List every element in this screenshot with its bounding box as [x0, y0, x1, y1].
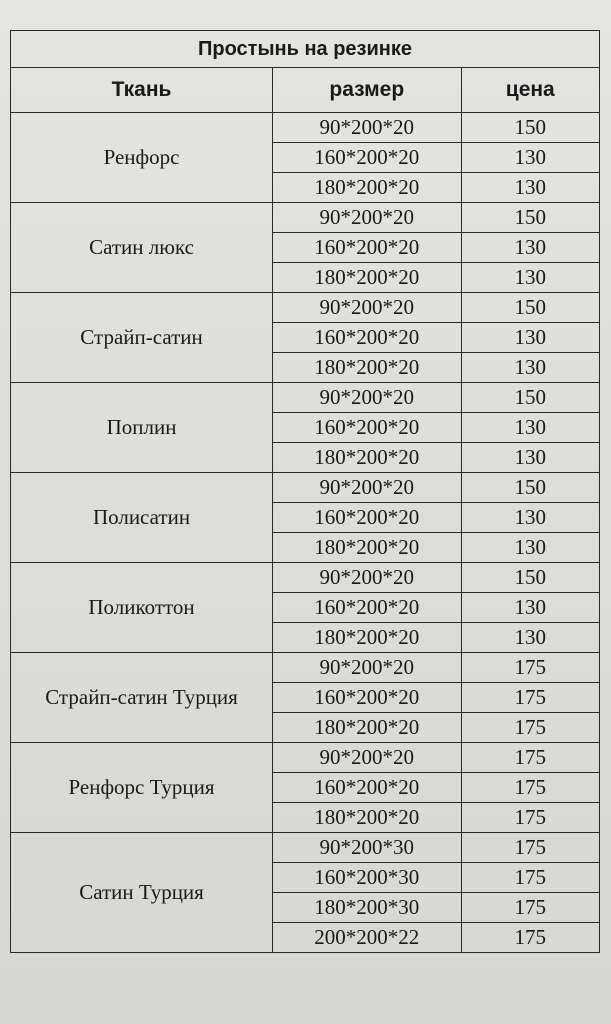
fabric-name: Сатин Турция — [11, 833, 273, 953]
size-cell: 160*200*20 — [273, 233, 461, 263]
column-header-size: размер — [273, 68, 461, 113]
price-cell: 130 — [461, 323, 599, 353]
price-cell: 150 — [461, 113, 599, 143]
price-cell: 175 — [461, 833, 599, 863]
table-row — [11, 293, 600, 323]
size-cell: 90*200*20 — [273, 203, 461, 233]
price-cell: 130 — [461, 593, 599, 623]
price-cell: 175 — [461, 923, 599, 953]
fabric-name: Полисатин — [11, 473, 273, 563]
size-cell: 160*200*20 — [273, 593, 461, 623]
price-cell: 175 — [461, 683, 599, 713]
price-cell: 130 — [461, 443, 599, 473]
fabric-name: Ренфорс Турция — [11, 743, 273, 833]
size-cell: 160*200*20 — [273, 683, 461, 713]
size-cell: 180*200*20 — [273, 623, 461, 653]
price-cell: 175 — [461, 803, 599, 833]
price-cell: 150 — [461, 563, 599, 593]
price-cell: 175 — [461, 863, 599, 893]
size-cell: 180*200*20 — [273, 263, 461, 293]
price-cell: 175 — [461, 713, 599, 743]
size-cell: 180*200*20 — [273, 533, 461, 563]
size-cell: 160*200*20 — [273, 413, 461, 443]
size-cell: 160*200*20 — [273, 323, 461, 353]
price-cell: 130 — [461, 413, 599, 443]
price-cell: 150 — [461, 473, 599, 503]
fabric-name: Поликоттон — [11, 563, 273, 653]
table-row — [11, 563, 600, 593]
size-cell: 180*200*20 — [273, 803, 461, 833]
price-cell: 150 — [461, 383, 599, 413]
table-row — [11, 203, 600, 233]
fabric-name: Сатин люкс — [11, 203, 273, 293]
fabric-name: Страйп-сатин — [11, 293, 273, 383]
table-row — [11, 473, 600, 503]
price-cell: 130 — [461, 173, 599, 203]
price-cell: 130 — [461, 143, 599, 173]
price-cell: 175 — [461, 743, 599, 773]
size-cell: 90*200*20 — [273, 113, 461, 143]
size-cell: 90*200*20 — [273, 293, 461, 323]
column-header-price: цена — [461, 68, 599, 113]
price-cell: 130 — [461, 263, 599, 293]
price-cell: 130 — [461, 533, 599, 563]
table-row — [11, 653, 600, 683]
price-cell: 150 — [461, 293, 599, 323]
price-cell: 130 — [461, 233, 599, 263]
table-title: Простынь на резинке — [11, 31, 600, 68]
size-cell: 90*200*20 — [273, 563, 461, 593]
fabric-name: Ренфорс — [11, 113, 273, 203]
table-row — [11, 383, 600, 413]
price-table — [10, 30, 600, 953]
size-cell: 180*200*20 — [273, 713, 461, 743]
price-cell: 130 — [461, 623, 599, 653]
size-cell: 160*200*30 — [273, 863, 461, 893]
price-cell: 175 — [461, 773, 599, 803]
fabric-name: Поплин — [11, 383, 273, 473]
fabric-name: Страйп-сатин Турция — [11, 653, 273, 743]
price-cell: 150 — [461, 203, 599, 233]
size-cell: 90*200*20 — [273, 473, 461, 503]
size-cell: 160*200*20 — [273, 143, 461, 173]
column-header-fabric: Ткань — [11, 68, 273, 113]
size-cell: 90*200*20 — [273, 743, 461, 773]
size-cell: 180*200*20 — [273, 353, 461, 383]
price-cell: 130 — [461, 503, 599, 533]
size-cell: 160*200*20 — [273, 503, 461, 533]
size-cell: 160*200*20 — [273, 773, 461, 803]
size-cell: 180*200*30 — [273, 893, 461, 923]
price-cell: 130 — [461, 353, 599, 383]
table-row — [11, 743, 600, 773]
size-cell: 180*200*20 — [273, 173, 461, 203]
size-cell: 90*200*20 — [273, 653, 461, 683]
table-row — [11, 113, 600, 143]
price-cell: 175 — [461, 653, 599, 683]
size-cell: 90*200*20 — [273, 383, 461, 413]
size-cell: 90*200*30 — [273, 833, 461, 863]
table-body — [11, 113, 600, 953]
size-cell: 180*200*20 — [273, 443, 461, 473]
price-cell: 175 — [461, 893, 599, 923]
size-cell: 200*200*22 — [273, 923, 461, 953]
table-row — [11, 833, 600, 863]
